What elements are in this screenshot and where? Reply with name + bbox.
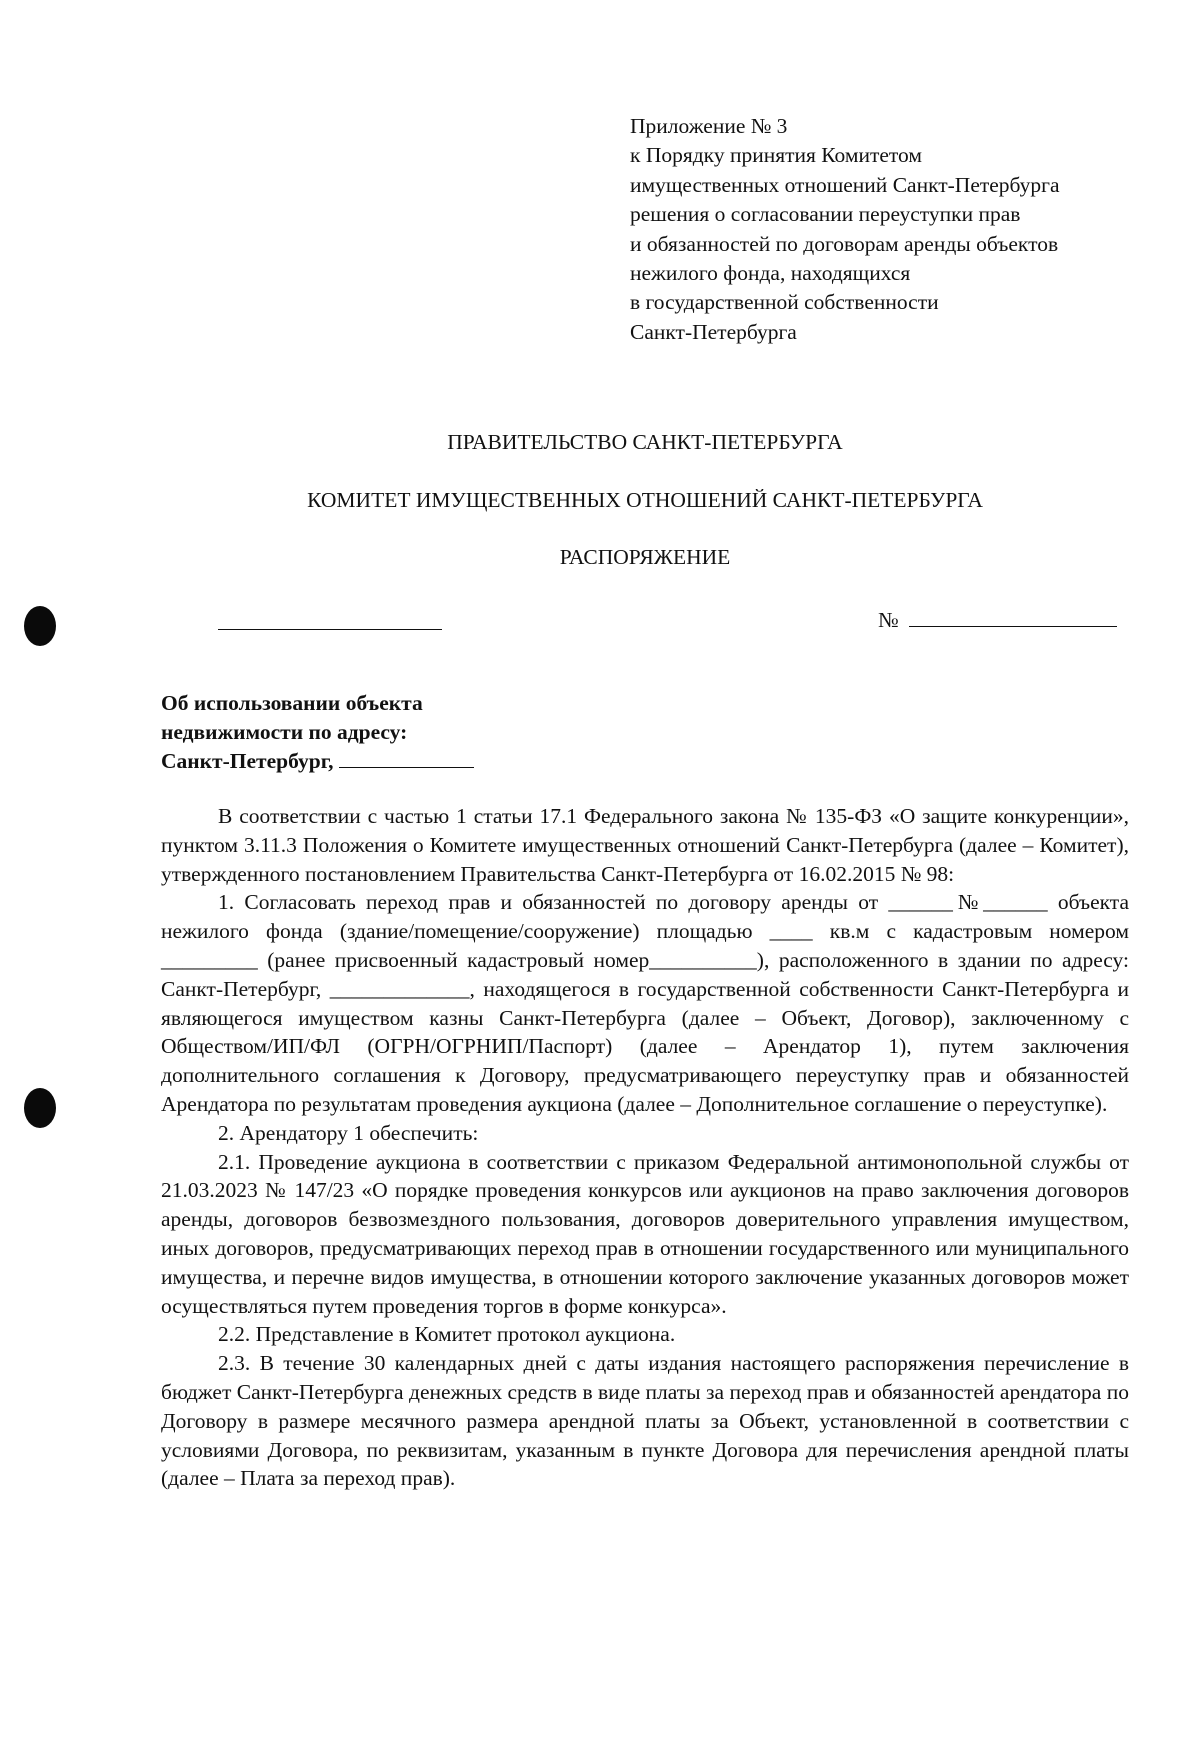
appendix-line: Приложение № 3: [630, 114, 788, 138]
subject-address-text: Санкт-Петербург,: [161, 749, 334, 773]
number-sign: №: [878, 608, 899, 632]
appendix-line: нежилого фонда, находящихся: [630, 261, 911, 286]
appendix-line: Санкт-Петербурга: [630, 319, 797, 344]
document-number-field: [878, 604, 1117, 635]
number-blank-line: [909, 604, 1117, 627]
appendix-line: имущественных отношений Санкт-Петербурга: [630, 172, 1060, 197]
paragraph-2-1: 2.1. Проведение аукциона в соответствии с приказом Федеральной антимонопольной службы от 21.03.2023 № 147/23 «О порядке проведения конкурсов или аукционов на право заключения договоров аренды, договоров безвозмездного пользования, договоров доверительного управления имуществом, иных договоров, предусматривающих переход прав в отношении государственного или муниципального имущества, и перечне видов имущества, в отношении которого заключение указанных договоров может осуществляться путем проведения торгов в форме конкурса».: [161, 1149, 1129, 1318]
subject-block: [161, 689, 474, 776]
punch-hole-bottom: [24, 1088, 56, 1128]
paragraph-2: 2. Арендатору 1 обеспечить:: [218, 1120, 479, 1145]
appendix-line: и обязанностей по договорам аренды объектов: [630, 231, 1059, 256]
subject-line: недвижимости по адресу:: [161, 720, 408, 744]
paragraph-2-3: 2.3. В течение 30 календарных дней с даты издания настоящего распоряжения перечисление в бюджет Санкт-Петербурга денежных средств в виде платы за переход прав и обязанностей арендатора по Договору в размере месячного размера арендной платы за Объект, установленной в соответствии с условиями Договора, по реквизитам, указанным в пункте Договора для перечисления арендной платы (далее – Плата за переход прав).: [161, 1351, 1129, 1491]
committee-heading: КОМИТЕТ ИМУЩЕСТВЕННЫХ ОТНОШЕНИЙ САНКТ-ПЕТЕРБУРГА: [307, 488, 983, 512]
preamble-paragraph: В соответствии с частью 1 статьи 17.1 Федерального закона № 135-ФЗ «О защите конкуренции», пунктом 3.11.3 Положения о Комитете имущественных отношений Санкт-Петербурга (далее – Комитет), утвержденного постановлением Правительства Санкт-Петербурга от 16.02.2015 № 98:: [161, 804, 1129, 886]
punch-hole-top: [24, 606, 56, 646]
document-body: [161, 802, 1129, 1493]
subject-line-address: [161, 747, 474, 776]
government-heading: ПРАВИТЕЛЬСТВО САНКТ-ПЕТЕРБУРГА: [447, 430, 843, 454]
subject-line: Об использовании объекта: [161, 691, 423, 715]
appendix-line: решения о согласовании переуступки прав: [630, 202, 1021, 227]
paragraph-2-2: 2.2. Представление в Комитет протокол аукциона.: [218, 1322, 676, 1347]
paragraph-1: 1. Согласовать переход прав и обязанностей по договору аренды от ______№______ объекта нежилого фонда (здание/помещение/сооружение) площадью ____ кв.м с кадастровым номером _________ (ранее присвоенный кадастровый номер__________), расположенного в здании по адресу: Санкт-Петербург, _____________, находящегося в государственной собственности Санкт-Петербурга и являющегося имуществом казны Санкт-Петербурга (далее – Объект, Договор), заключенному с Обществом/ИП/ФЛ (ОГРН/ОГРНИП/Паспорт) (далее – Арендатор 1), путем заключения дополнительного соглашения к Договору, предусматривающего переуступку прав и обязанностей Арендатора по результатам проведения аукциона (далее – Дополнительное соглашение о переуступке).: [161, 890, 1129, 1116]
address-blank-line: [339, 747, 474, 768]
date-blank-line: [218, 629, 442, 630]
appendix-block: [630, 112, 1150, 347]
document-type-heading: РАСПОРЯЖЕНИЕ: [559, 545, 731, 569]
appendix-line: к Порядку принятия Комитетом: [630, 143, 922, 168]
appendix-line: в государственной собственности: [630, 290, 939, 315]
